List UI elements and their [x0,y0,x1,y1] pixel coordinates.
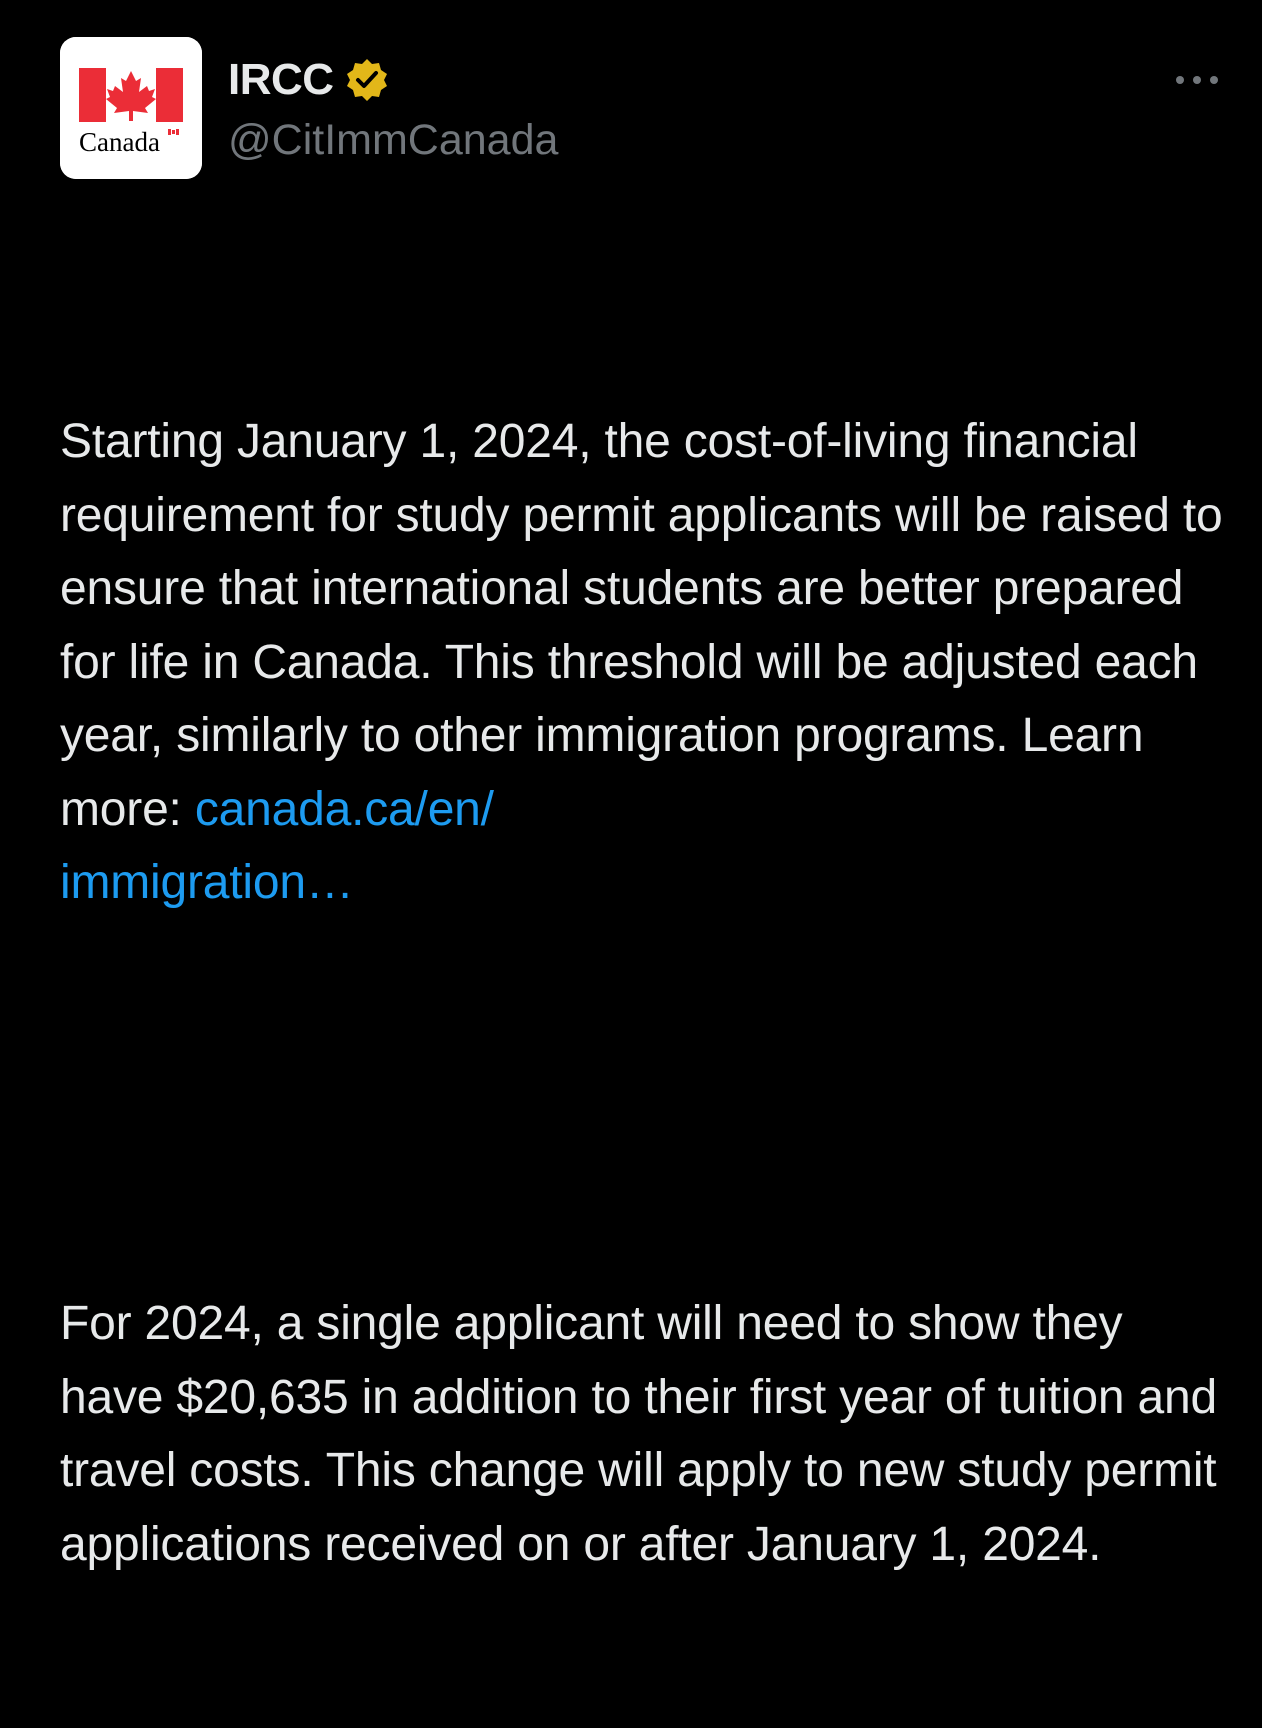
verified-badge-icon[interactable] [344,57,390,103]
post-paragraph-2: For 2024, a single applicant will need to show they have $20,635 in addition to their first year of tuition and travel costs. This change will apply to new study permit applications received on or after January 1, 2024. [60,1297,1231,1571]
svg-text:Canada: Canada [79,127,160,157]
author-display-name[interactable]: IRCC [228,55,334,104]
avatar[interactable] [60,37,202,179]
more-options-button[interactable] [1170,60,1226,100]
author-handle[interactable]: @CitImmCanada [228,116,559,164]
more-horizontal-icon [1170,60,1226,100]
post-text [60,258,1236,1728]
author-name-row [228,50,558,110]
post-paragraph-1-text: Starting January 1, 2024, the cost-of-living financial requirement for study permit applicants will be raised to ensure that international students are better prepared for life in Canada. This threshold will be adjusted each year, similarly to other immigration programs. Learn more: [60,415,1236,836]
canada-flag-icon [60,37,202,179]
paragraph-spacer [60,1067,1230,1141]
author-info [228,50,558,165]
post-paragraph-1 [60,405,1236,920]
learn-more-link[interactable]: canada.ca/en/ immigration… [60,782,494,909]
